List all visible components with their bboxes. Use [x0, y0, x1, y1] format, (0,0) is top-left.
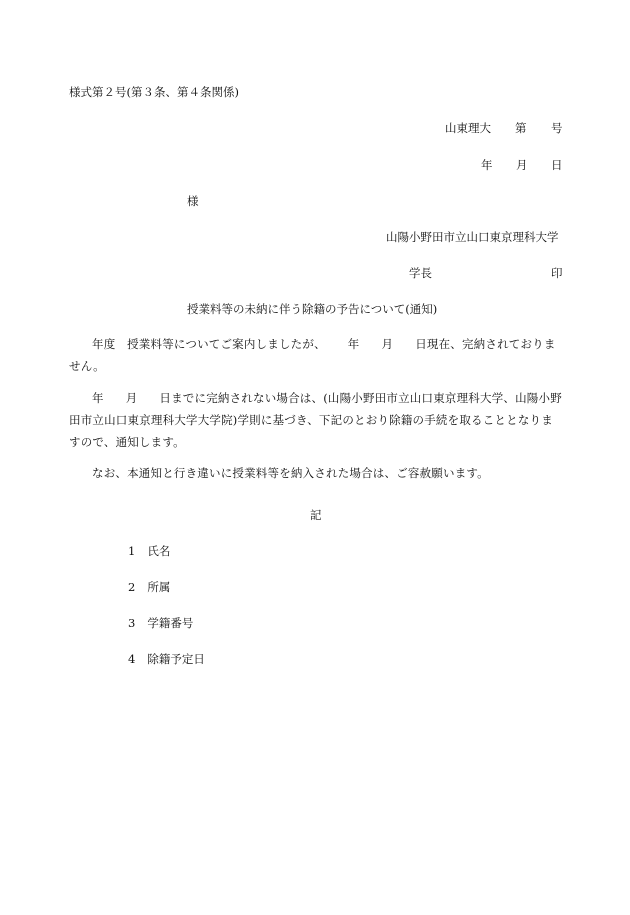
- para1-month: 月: [381, 337, 394, 351]
- list-item: [128, 579, 170, 595]
- subject-title: 授業料等の未納に伴う除籍の予告について(通知): [187, 302, 438, 316]
- item-number: 4: [128, 652, 136, 666]
- para1-part-d: 日現在、完納されておりません。: [69, 337, 556, 373]
- form-label: 様式第２号(第３条、第４条関係): [69, 85, 239, 99]
- para2-year: 年: [92, 391, 104, 405]
- list-item: [128, 651, 205, 667]
- paragraph-notice: [69, 333, 563, 377]
- list-item: [128, 615, 193, 631]
- item-number: 1: [128, 544, 136, 558]
- item-label-student-id: 学籍番号: [147, 616, 194, 630]
- item-label-affiliation: 所属: [147, 580, 171, 594]
- ki-heading: 記: [310, 508, 322, 522]
- sender-university: 山陽小野田市立山口東京理科大学: [386, 230, 559, 244]
- date-month: 月: [516, 158, 528, 172]
- para1-part-a: 年度 授業料等についてご案内しましたが、: [92, 337, 326, 351]
- list-item: [128, 543, 170, 559]
- date-year: 年: [481, 158, 493, 172]
- sender-seal: 印: [551, 266, 563, 280]
- item-number: 3: [128, 616, 136, 630]
- item-number: 2: [128, 580, 136, 594]
- paragraph-deadline: [69, 387, 563, 453]
- doc-number-dai: 第: [515, 121, 527, 135]
- paragraph-apology: なお、本通知と行き違いに授業料等を納入された場合は、ご容赦願います。: [92, 466, 489, 480]
- para1-year: 年: [347, 337, 360, 351]
- addressee-sama: 様: [187, 194, 199, 208]
- doc-number-go: 号: [551, 121, 563, 135]
- doc-number-org: 山東理大: [445, 121, 491, 135]
- date-day: 日: [551, 158, 563, 172]
- sender-title: 学長: [409, 266, 432, 280]
- para2-body: 日までに完納されない場合は、(山陽小野田市立山口東京理科大学、山陽小野田市立山口東京理科大学大学院)学則に基づき、下記のとおり除籍の手続を取ることとなりますので、通知します。: [69, 391, 562, 449]
- item-label-removal-date: 除籍予定日: [147, 652, 205, 666]
- para2-month: 月: [125, 391, 138, 405]
- item-label-name: 氏名: [147, 544, 171, 558]
